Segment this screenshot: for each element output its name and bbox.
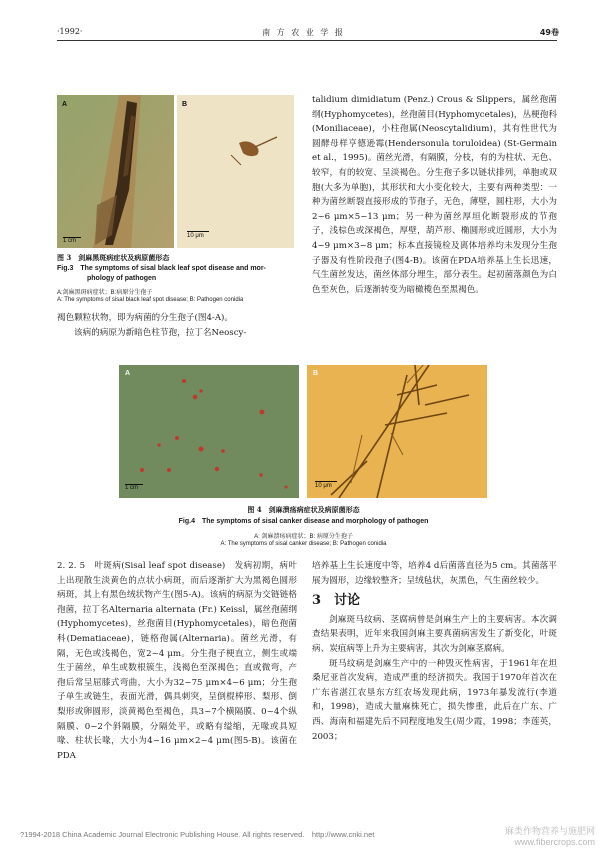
paragraph: 该病的病原为新暗色柱节孢，拉丁名Neoscy- [74, 327, 247, 338]
fig3-scale-label-a: 1 cm [63, 238, 77, 244]
left-top-text [57, 311, 297, 340]
sisal-leaf-black-spot-image [57, 95, 174, 248]
fig3-caption-cn: 图 3 剑麻黑斑病症状及病原菌形态 [57, 253, 170, 262]
hyphae-micrograph-image [307, 365, 487, 498]
header-year: ·1992· [57, 27, 83, 36]
fig3-caption-en [57, 264, 297, 284]
paragraph-leaf-spot: 2. 2. 5 叶斑病(Sisal leaf spot disease) 发病初期，病叶上出现散生淡黄色的点状小病斑，而后逐渐扩大为黑褐色圆形病斑，其上有黑色绒状物产生(图5-A)。该病的病原为交链链格孢菌，拉丁名Alternaria alternata (Fr.) Keissl，属丝孢菌纲(Hyphomycetes)，丝孢菌目(Hyphomycetales)，暗色孢菌科(Dematiaceae)，链格孢属(Alternaria)。菌丝光滑，有隔，无色或浅褐色，宽2~4 μm。分生孢子梗直立，侧生或端生于菌丝，单生或数根簇生，浅褐色至深褐色；直或微弯，产孢后常呈屈膝式弯曲，大小为32~75 μm×4~6 μm；分生孢子单生或链生，表面光滑，偶具刺突，呈倒棍棒形、梨形、倒梨形或卵圆形，淡黄褐色至褐色，具3~7个横隔膜、0~4个纵隔膜、0~2个斜隔膜，分隔处平，或略有缢缩，无喙或具短喙、柱状长喙，大小为4~16 μm×2~4 μm(图5-B)。该菌在PDA [57, 561, 297, 761]
footer-copyright: ?1994-2018 China Academic Journal Electronic Publishing House. All rights reserved. http://www.cnki.net [20, 830, 375, 839]
fig4-subcaption-en: A: The symptoms of sisal canker disease; B: Pathogen conidia [220, 541, 387, 547]
paragraph: talidium dimidiatum (Penz.) Crous & Slippers，属丝孢菌纲(Hyphomycetes)，丝孢菌目(Hyphomycetales)，丛梗孢科(Moniliaceae)，小柱孢属(Neoscytalidium)，其有性世代为圆酵母样亨德逊霉(Hendersonula toruloidea) (St-Germain et al.，1995)。菌丝光滑，有隔膜，分枝，有的为柱状、无色、较窄，有的较宽、呈淡褐色。分生孢子多以链状排列，单胞或双胞(大多为单胞)，其形状和大小变化较大，主要有两种类型：一种为菌丝断裂直接形成的节孢子，无色，薄壁，圆柱形，大小为2~6 μm×5~13 μm；另一种为菌丝厚垣化断裂形成的节孢子，浅棕色或深褐色，厚壁，葫芦形、椭圆形或近圆形，大小为4~9 μm×3~8 μm；标本直接镜检及离体培养均未发现分生孢子器及有性阶段孢子(图4-B)。该菌在PDA培养基上生长迅速，气生菌丝发达，菌丝体部分埋生，部分表生。起初菌落颜色为白色至灰色，后逐渐转变为暗橄榄色至黑褐色。 [312, 95, 557, 295]
fig4-caption-cn: 图 4 剑麻溃疡病症状及病原菌形态 [247, 505, 360, 514]
header-volume: 49卷 [539, 28, 559, 37]
left-bottom-text [57, 559, 297, 763]
conidia-micrograph-image [177, 95, 294, 248]
section-3-heading: 3 讨论 [312, 593, 361, 609]
fig3-panel-b-label: B [182, 101, 188, 108]
fig3-photo-a [57, 95, 174, 248]
watermark-site-name: 麻类作物营养与施肥网 [504, 827, 595, 837]
fig3-subcaption-en: A: The symptoms of sisal black leaf spot disease; B: Pathogen conidia [57, 297, 244, 303]
fig4-caption-en: Fig.4 The symptoms of sisal canker disease and morphology of pathogen [178, 518, 429, 525]
fig3-panel-a-label: A [62, 101, 68, 108]
fig3-scale-label-b: 10 μm [187, 233, 204, 239]
fig4-scale-label-a: 1 cm [125, 485, 139, 491]
fig4-subcaption-cn: A: 剑麻溃疡病症状；B: 病原分生孢子 [254, 534, 353, 540]
right-bottom-text [312, 559, 557, 744]
paragraph: 培养基上生长速度中等，培养4 d后菌落直径为5 cm。其菌落平展为圆形，边缘较整齐；呈绒毡状，灰黑色，气生菌丝较少。 [312, 561, 557, 586]
fig3-caption-en-line1: Fig.3 The symptoms of sisal black leaf spot disease and mor- [57, 265, 266, 272]
paragraph: 剑麻斑马纹病、茎腐病曾是剑麻生产上的主要病害。本次调查结果表明，近年来我国剑麻主要真菌病害发生了新变化，叶斑病、炭疽病等上升为主要病害，其次为剑麻茎腐病。 [312, 614, 557, 654]
fig4-scale-bar-b [315, 481, 337, 482]
header-rule [57, 40, 557, 41]
right-top-text [312, 93, 557, 297]
fig4-photo-a [119, 365, 299, 498]
fig4-panel-b-label: B [313, 370, 319, 377]
fig3-scale-bar-b [187, 231, 209, 232]
fig4-photo-b [307, 365, 487, 498]
header-journal-title: 南 方 农 业 学 报 [262, 28, 345, 37]
watermark-url: www.fibercrops.com [514, 837, 595, 847]
fig3-caption-en-line2: phology of pathogen [87, 275, 157, 282]
fig4-panel-a-label: A [125, 370, 131, 377]
paragraph: 斑马纹病是剑麻生产中的一种毁灭性病害，于1961年在坦桑尼亚首次发病，造成严重的经济损失。我国于1970年首次在广东省湛江农垦东方红农场发现此病，1973年暴发流行(李道和，1998)，造成大量麻株死亡，损失惨重，此后在广东、广西、海南和福建先后不同程度地发生(周少霞，1998；李莲英，2003； [312, 658, 557, 742]
fig3-subcaption-cn: A:剑麻黑斑病症状；B:病原分生孢子 [57, 290, 153, 296]
fig4-scale-label-b: 10 μm [315, 483, 332, 489]
sisal-leaf-canker-image [119, 365, 299, 498]
paragraph: 褐色颗粒状物，即为病菌的分生孢子(图4-A)。 [57, 313, 233, 323]
fig3-photo-b [177, 95, 294, 248]
